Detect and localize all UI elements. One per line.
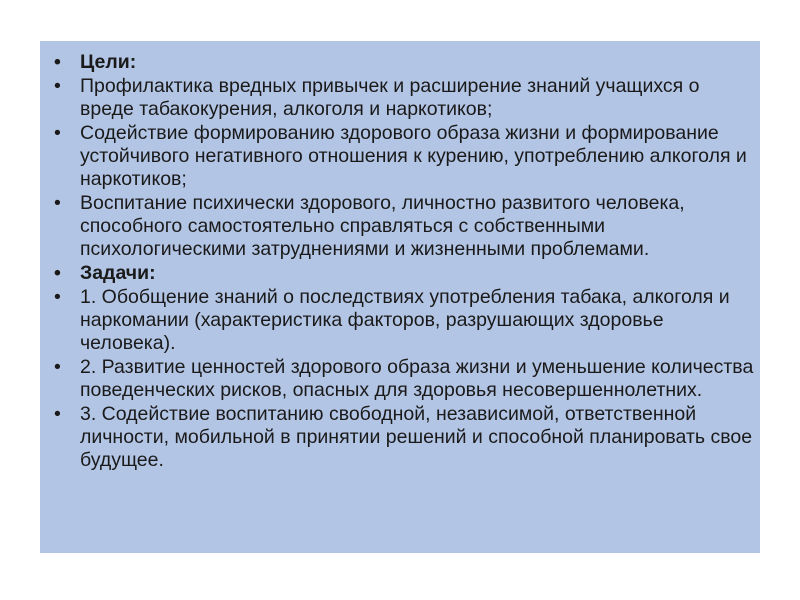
list-item-text: Воспитание психически здорового, личностно развитого человека, способного самостоятельно справляться с собственными психологическими затруднениями и жизненными проблемами.: [80, 192, 685, 260]
bullet-icon: •: [54, 286, 61, 308]
content-panel: [40, 41, 760, 553]
list-item: [54, 356, 754, 402]
bullet-list: [54, 51, 754, 473]
list-item-text: 3. Содействие воспитанию свободной, независимой, ответственной личности, мобильной в принятии решений и способной планировать свое будущее.: [80, 403, 753, 471]
list-item-text: Профилактика вредных привычек и расширение знаний учащихся о вреде табакокурения, алкоголя и наркотиков;: [80, 75, 700, 120]
list-item: [54, 192, 754, 261]
list-item-text: 1. Обобщение знаний о последствиях употребления табака, алкоголя и наркомании (характеристика факторов, разрушающих здоровье человека).: [80, 286, 730, 354]
bullet-icon: •: [54, 403, 61, 425]
bullet-icon: •: [54, 356, 61, 378]
list-item-text: 2. Развитие ценностей здорового образа жизни и уменьшение количества поведенческих рисков, опасных для здоровья несовершеннолетних.: [80, 356, 754, 401]
bullet-icon: •: [54, 51, 61, 73]
tasks-heading: Задачи:: [80, 262, 156, 284]
list-item-text: Содействие формированию здорового образа жизни и формирование устойчивого негативного отношения к курению, употреблению алкоголя и наркотиков;: [80, 122, 747, 190]
list-item: [54, 286, 754, 355]
list-item: [54, 75, 754, 121]
list-item: [54, 403, 754, 472]
bullet-icon: •: [54, 122, 61, 144]
list-item: [54, 122, 754, 191]
list-item-tasks-heading: [54, 262, 754, 285]
bullet-icon: •: [54, 192, 61, 214]
bullet-icon: •: [54, 75, 61, 97]
list-item-goals-heading: [54, 51, 754, 74]
goals-heading: Цели:: [80, 51, 137, 73]
bullet-icon: •: [54, 262, 61, 284]
